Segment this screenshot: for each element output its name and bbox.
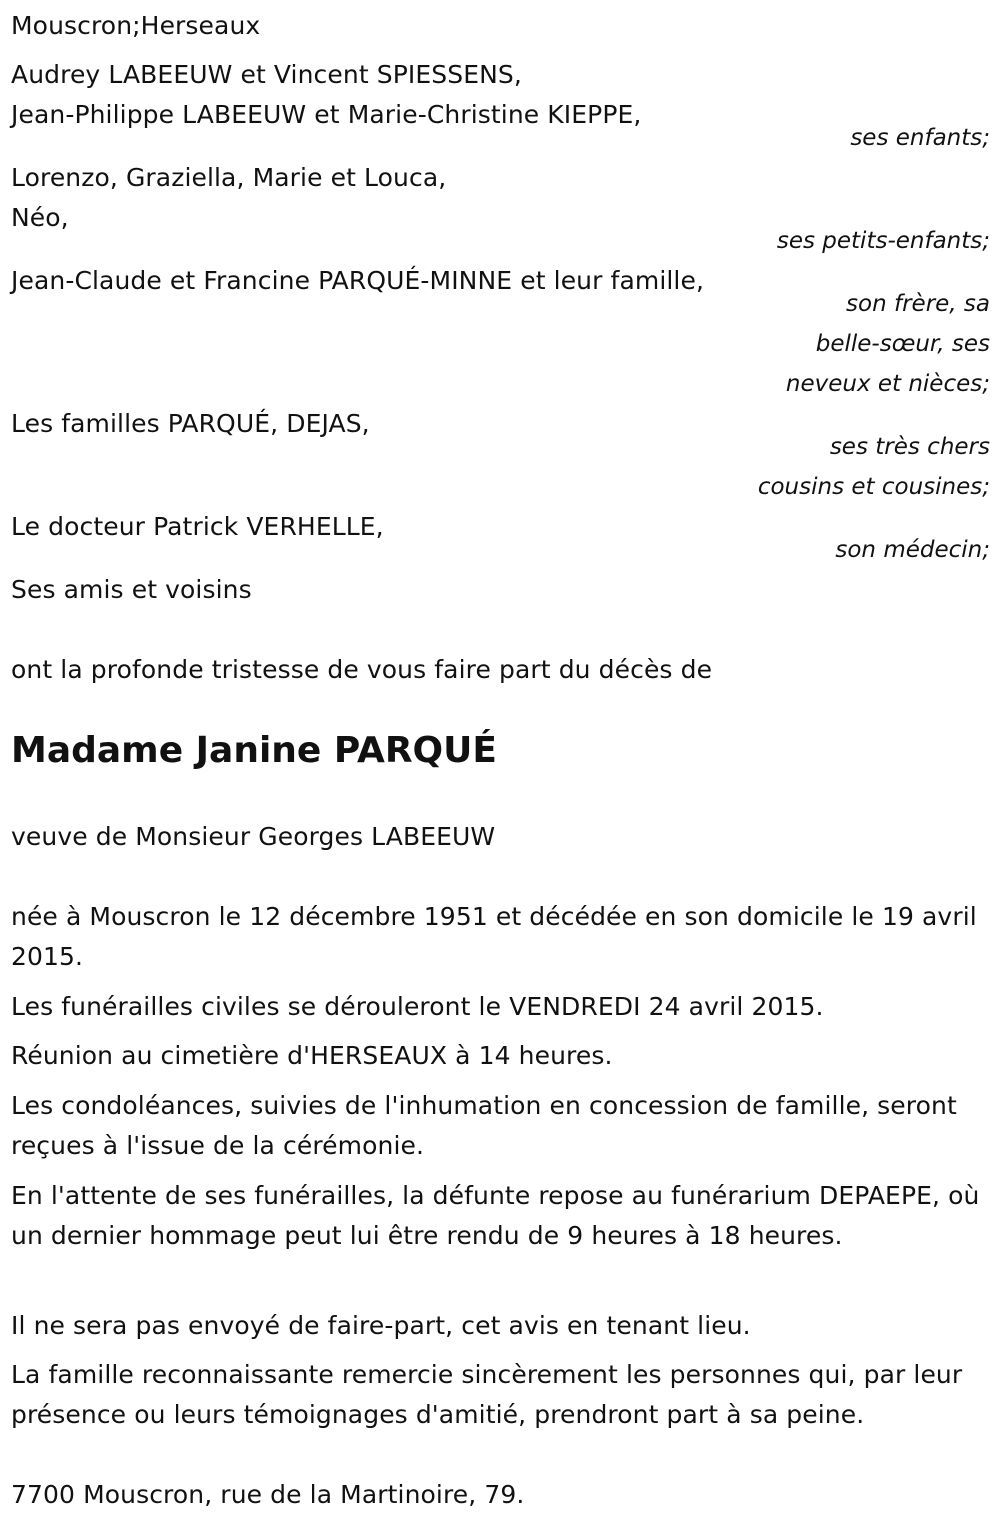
grandchildren-line-2: Néo, bbox=[11, 203, 69, 232]
meeting-paragraph: Réunion au cimetière d'HERSEAUX à 14 heures. bbox=[11, 1041, 613, 1070]
siblings-relation-1: son frère, sa bbox=[846, 291, 990, 317]
siblings-line-1: Jean-Claude et Francine PARQUÉ-MINNE et leur famille, bbox=[11, 266, 704, 295]
children-line-2: Jean-Philippe LABEEUW et Marie-Christine KIEPPE, bbox=[11, 100, 642, 129]
condolences-paragraph: Les condoléances, suivies de l'inhumation en concession de famille, seront reçues à l'issue de la cérémonie. bbox=[11, 1091, 957, 1160]
siblings-relation-2: belle-sœur, ses bbox=[815, 331, 990, 357]
address-line: 7700 Mouscron, rue de la Martinoire, 79. bbox=[11, 1480, 525, 1509]
siblings-relation-3: neveux et nièces; bbox=[785, 371, 990, 397]
no-notice-paragraph: Il ne sera pas envoyé de faire-part, cet avis en tenant lieu. bbox=[11, 1311, 751, 1340]
grandchildren-relation: ses petits-enfants; bbox=[776, 228, 990, 254]
cousins-line-1: Les familles PARQUÉ, DEJAS, bbox=[11, 409, 370, 438]
deceased-name: Madame Janine PARQUÉ bbox=[11, 730, 497, 771]
birth-death-paragraph: née à Mouscron le 12 décembre 1951 et décédée en son domicile le 19 avril 2015. bbox=[11, 902, 977, 971]
cousins-relation-2: cousins et cousines; bbox=[757, 474, 990, 500]
cousins-relation-1: ses très chers bbox=[829, 434, 990, 460]
thanks-paragraph: La famille reconnaissante remercie sincèrement les personnes qui, par leur présence ou leurs témoignages d'amitié, prendront part à sa peine. bbox=[11, 1360, 963, 1429]
funeral-date-paragraph: Les funérailles civiles se dérouleront le VENDREDI 24 avril 2015. bbox=[11, 992, 824, 1021]
children-line-1: Audrey LABEEUW et Vincent SPIESSENS, bbox=[11, 60, 522, 89]
location-header: Mouscron;Herseaux bbox=[11, 11, 261, 40]
doctor-relation: son médecin; bbox=[835, 537, 990, 563]
friends-line-1: Ses amis et voisins bbox=[11, 575, 252, 604]
announcement-text: ont la profonde tristesse de vous faire part du décès de bbox=[11, 655, 713, 684]
doctor-line-1: Le docteur Patrick VERHELLE, bbox=[11, 512, 384, 541]
spouse-line: veuve de Monsieur Georges LABEEUW bbox=[11, 822, 496, 851]
children-relation: ses enfants; bbox=[850, 125, 990, 151]
grandchildren-line-1: Lorenzo, Graziella, Marie et Louca, bbox=[11, 163, 447, 192]
funerarium-paragraph: En l'attente de ses funérailles, la défunte repose au funérarium DEPAEPE, où un dernier hommage peut lui être rendu de 9 heures à 18 heures. bbox=[11, 1181, 980, 1250]
